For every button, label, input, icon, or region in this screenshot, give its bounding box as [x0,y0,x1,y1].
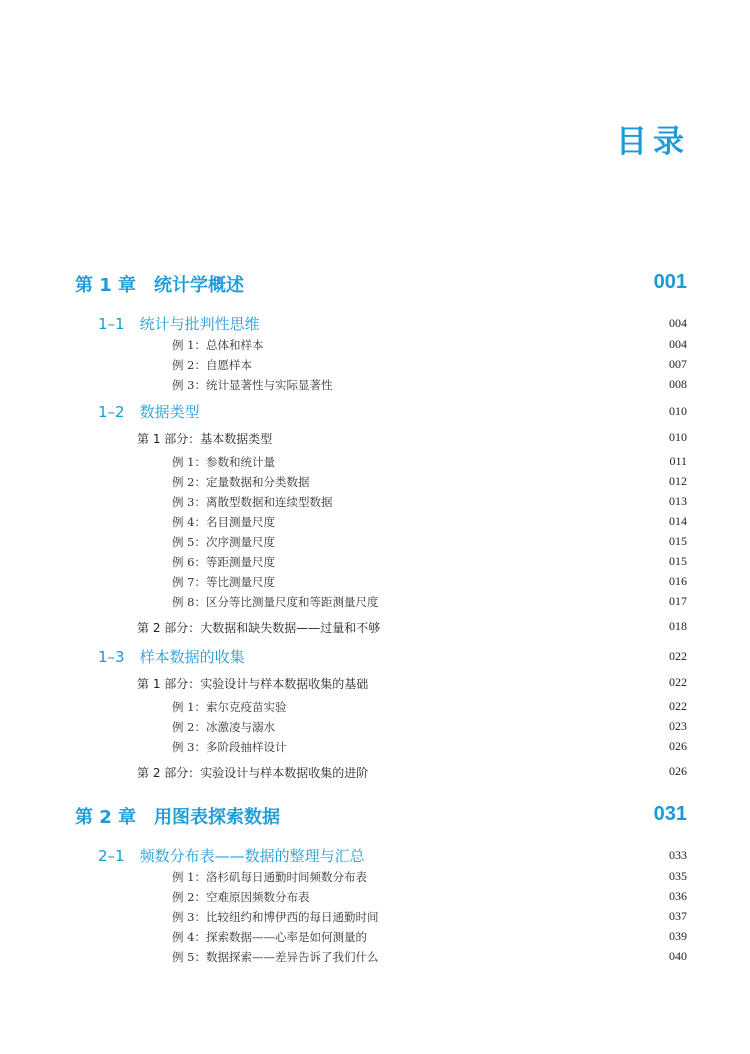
toc-example[interactable] [172,909,687,929]
page-number: 026 [669,739,687,753]
toc-section-1-3[interactable] [98,646,687,670]
part-title: 第 1 部分：实验设计与样本数据收集的基础 [137,677,369,691]
example-title: 例 1：索尔克疫苗实验 [172,700,287,714]
example-title: 例 4：探索数据——心率是如何测量的 [172,930,367,944]
toc-chapter-1[interactable] [75,271,687,301]
toc-example[interactable] [172,554,687,574]
toc-example[interactable] [172,869,687,889]
example-title: 例 2：自愿样本 [172,358,252,372]
part-title: 第 1 部分：基本数据类型 [137,432,273,446]
toc-part[interactable] [137,675,687,695]
page-number: 016 [669,574,687,588]
page-number: 018 [669,619,687,633]
toc-example[interactable] [172,739,687,759]
example-title: 例 3：离散型数据和连续型数据 [172,495,333,509]
toc-example[interactable] [172,699,687,719]
example-title: 例 1：参数和统计量 [172,455,275,469]
page-number: 039 [669,929,687,943]
page-number: 015 [669,534,687,548]
page-number: 036 [669,889,687,903]
page-number: 012 [669,474,687,488]
page-number: 015 [669,554,687,568]
toc-example[interactable] [172,474,687,494]
example-title: 例 1：洛杉矶每日通勤时间频数分布表 [172,870,367,884]
toc-example[interactable] [172,454,687,474]
part-title: 第 2 部分：大数据和缺失数据——过量和不够 [137,621,381,635]
toc-example[interactable] [172,594,687,614]
toc-example[interactable] [172,889,687,909]
toc-example[interactable] [172,494,687,514]
example-title: 例 3：比较纽约和博伊西的每日通勤时间 [172,910,379,924]
toc-example[interactable] [172,377,687,397]
example-title: 例 2：冰激凌与溺水 [172,720,275,734]
page-title: 目录 [616,124,690,160]
example-title: 例 8：区分等比测量尺度和等距测量尺度 [172,595,379,609]
page-number: 010 [669,404,687,418]
page-number: 023 [669,719,687,733]
page-number: 013 [669,494,687,508]
page-number: 004 [669,337,687,351]
section-title: 1–1 统计与批判性思维 [98,315,260,333]
toc-example[interactable] [172,357,687,377]
page-number: 001 [653,271,687,293]
toc-chapter-2[interactable] [75,803,687,833]
toc-example[interactable] [172,337,687,357]
page-number: 011 [669,454,687,468]
toc-example[interactable] [172,514,687,534]
chapter-title: 第 1 章 统计学概述 [75,275,245,296]
page-number: 031 [653,803,687,825]
example-title: 例 1：总体和样本 [172,338,264,352]
part-title: 第 2 部分：实验设计与样本数据收集的进阶 [137,766,369,780]
example-title: 例 7：等比测量尺度 [172,575,275,589]
toc-section-1-2[interactable] [98,401,687,425]
chapter-title: 第 2 章 用图表探索数据 [75,807,281,828]
toc-example[interactable] [172,534,687,554]
page-number: 022 [669,699,687,713]
page-number: 040 [669,949,687,963]
page-number: 004 [669,316,687,330]
section-title: 1–2 数据类型 [98,403,200,421]
page-number: 037 [669,909,687,923]
toc-part[interactable] [137,619,687,639]
page-number: 022 [669,675,687,689]
toc-example[interactable] [172,929,687,949]
toc-example[interactable] [172,574,687,594]
example-title: 例 5：次序测量尺度 [172,535,275,549]
page-number: 008 [669,377,687,391]
example-title: 例 5：数据探索——差异告诉了我们什么 [172,950,379,964]
example-title: 例 3：多阶段抽样设计 [172,740,287,754]
page-number: 022 [669,649,687,663]
page-number: 026 [669,764,687,778]
page-number: 033 [669,848,687,862]
toc-part[interactable] [137,764,687,784]
page-number: 010 [669,430,687,444]
toc-part[interactable] [137,430,687,450]
example-title: 例 6：等距测量尺度 [172,555,275,569]
toc-section-2-1[interactable] [98,845,687,869]
page-number: 014 [669,514,687,528]
example-title: 例 2：定量数据和分类数据 [172,475,310,489]
page-number: 035 [669,869,687,883]
toc-section-1-1[interactable] [98,313,687,337]
example-title: 例 3：统计显著性与实际显著性 [172,378,333,392]
page-number: 017 [669,594,687,608]
example-title: 例 4：名目测量尺度 [172,515,275,529]
page-number: 007 [669,357,687,371]
section-title: 2–1 频数分布表——数据的整理与汇总 [98,847,365,865]
toc-example[interactable] [172,719,687,739]
section-title: 1–3 样本数据的收集 [98,648,245,666]
example-title: 例 2：空难原因频数分布表 [172,890,310,904]
toc-example[interactable] [172,949,687,969]
